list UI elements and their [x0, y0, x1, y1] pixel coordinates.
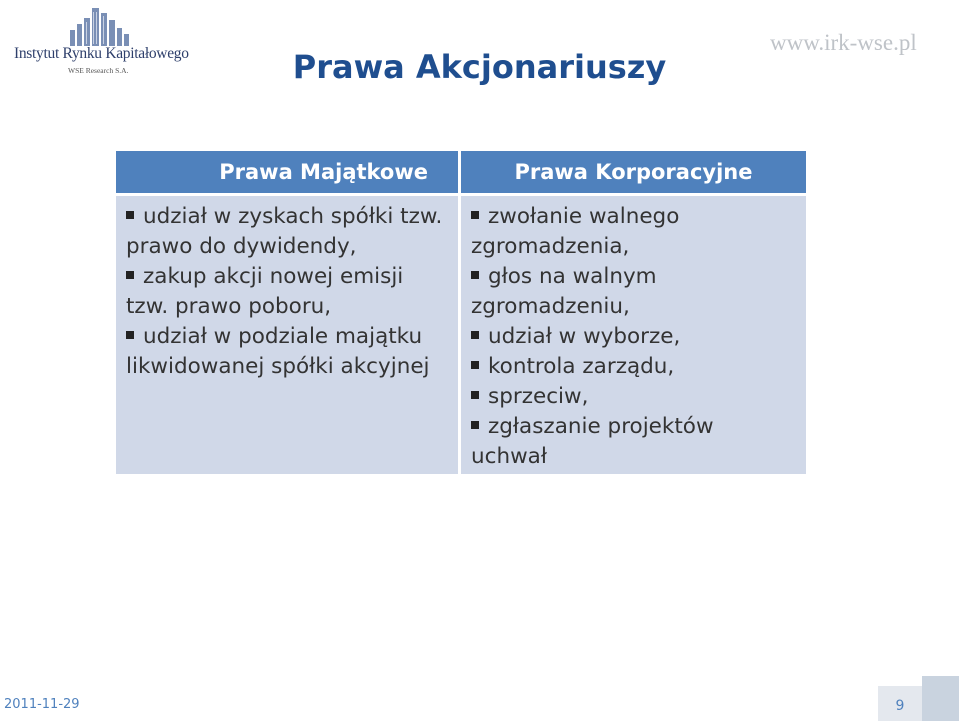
list-item: kontrola zarządu,	[471, 352, 796, 382]
bullet-icon	[471, 421, 479, 429]
website-url: www.irk-wse.pl	[770, 30, 917, 55]
corporate-rights-column	[461, 151, 806, 474]
bullet-icon	[126, 271, 134, 279]
list-item: udział w podziale majątku likwidowanej spółki akcyjnej	[126, 324, 430, 379]
rights-table	[116, 151, 806, 474]
list-item: głos na walnym zgromadzeniu,	[471, 264, 657, 319]
property-rights-header: Prawa Majątkowe	[116, 151, 458, 193]
property-rights-cell	[116, 196, 458, 474]
skyline-icon	[66, 4, 136, 46]
bullet-icon	[126, 211, 134, 219]
list-item: udział w wyborze,	[471, 322, 796, 352]
logo-name: Instytut Rynku Kapitałowego	[14, 45, 189, 62]
property-rights-column	[116, 151, 458, 474]
list-item: sprzeciw,	[471, 382, 796, 412]
bullet-icon	[471, 331, 479, 339]
bullet-icon	[126, 331, 134, 339]
slide-date: 2011-11-29	[4, 697, 80, 712]
footer-decoration	[922, 676, 959, 721]
bullet-icon	[471, 211, 479, 219]
slide-title-text: Prawa Akcjonariuszy	[292, 48, 667, 86]
page-number: 9	[895, 698, 905, 714]
slide-title	[0, 48, 959, 86]
list-item: zakup akcji nowej emisji tzw. prawo poboru,	[126, 264, 404, 319]
list-item: zwołanie walnego zgromadzenia,	[471, 204, 680, 259]
corporate-rights-header: Prawa Korporacyjne	[461, 151, 806, 193]
list-item: udział w zyskach spółki tzw. prawo do dywidendy,	[126, 204, 443, 259]
corporate-rights-cell	[461, 196, 806, 474]
list-item: zgłaszanie projektów uchwał	[471, 414, 714, 469]
logo-subtitle: WSE Research S.A.	[68, 66, 129, 75]
bullet-icon	[471, 271, 479, 279]
bullet-icon	[471, 361, 479, 369]
bullet-icon	[471, 391, 479, 399]
